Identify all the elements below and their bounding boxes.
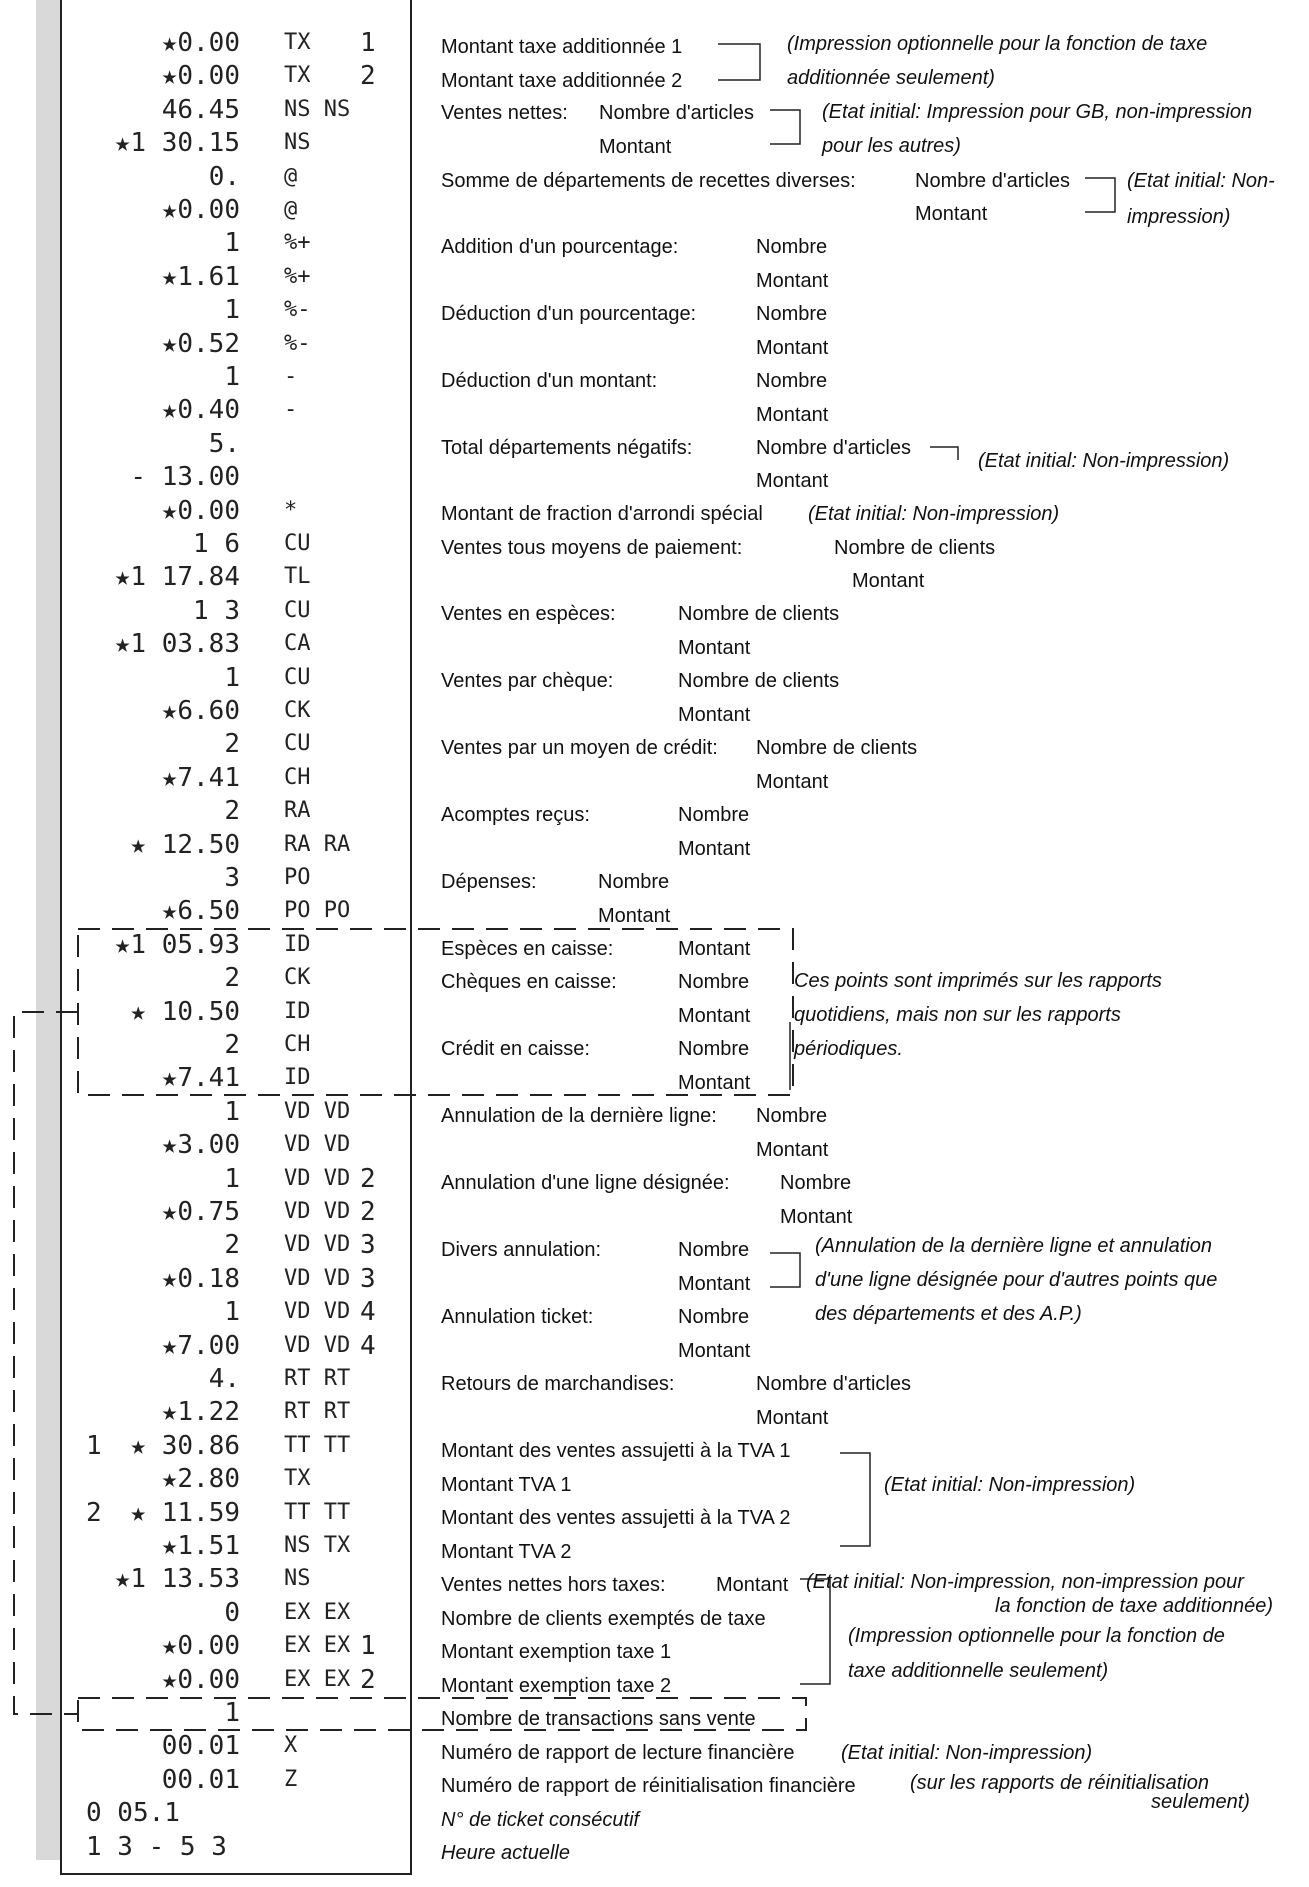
receipt-symbol-index: 4 xyxy=(360,1330,376,1361)
receipt-value: 0 xyxy=(224,1597,240,1628)
receipt-symbol: @ xyxy=(284,163,298,189)
receipt-value: 1 xyxy=(224,1163,240,1194)
desc-net-excl-tax-amount: Montant xyxy=(716,1574,789,1596)
desc-cash-in-drawer-amount: Montant xyxy=(678,938,751,960)
desc-cash-sales-count: Nombre de clients xyxy=(678,603,840,625)
desc-pct-ded-count: Nombre xyxy=(756,303,828,325)
desc-z-report: Numéro de rapport de réinitialisation financière xyxy=(441,1775,856,1797)
dashed-link xyxy=(14,1012,78,1714)
receipt-value: 2 xyxy=(224,729,240,760)
desc-tax-add-2: Montant taxe additionnée 2 xyxy=(441,70,683,92)
receipt-value: 1 xyxy=(224,228,240,259)
receipt-value: ★0.52 xyxy=(161,328,240,359)
desc-drawer-note-1: Ces points sont imprimés sur les rapports xyxy=(794,970,1162,992)
receipt-value: 1 xyxy=(224,362,240,392)
receipt-symbol: NS xyxy=(284,130,311,156)
receipt-symbol: %- xyxy=(284,330,311,356)
desc-cash-sales-amount: Montant xyxy=(678,637,751,659)
desc-tax-add-1: Montant taxe additionnée 1 xyxy=(441,36,683,58)
desc-returns-count: Nombre d'articles xyxy=(756,1373,911,1395)
receipt-symbol: - xyxy=(284,364,298,389)
desc-check-in-drawer-count: Nombre xyxy=(678,971,750,993)
receipt-symbol: VD VD xyxy=(284,1132,351,1158)
desc-amt-ded: Déduction d'un montant: xyxy=(441,370,658,392)
receipt-value: 00.01 xyxy=(161,1764,240,1795)
receipt-value: 2 xyxy=(224,796,240,827)
receipt-value: ★ 12.50 xyxy=(130,829,240,860)
desc-check-sales: Ventes par chèque: xyxy=(441,670,614,692)
receipt-symbol: TX xyxy=(284,1466,311,1492)
receipt-symbol: VD VD xyxy=(284,1299,351,1325)
receipt-symbol: RT RT xyxy=(284,1366,351,1391)
desc-received: Acomptes reçus: xyxy=(441,804,590,826)
receipt-value: ★ 30.86 xyxy=(130,1430,240,1461)
receipt-symbol: VD VD xyxy=(284,1232,351,1258)
receipt-symbol: PO xyxy=(284,865,311,890)
receipt-symbol: CU xyxy=(284,664,311,690)
desc-z-report-note-1: (sur les rapports de réinitialisation xyxy=(910,1772,1210,1794)
desc-returns: Retours de marchandises: xyxy=(441,1373,675,1395)
receipt-symbol-index: 2 xyxy=(360,1664,376,1695)
desc-x-report-note: (Etat initial: Non-impression) xyxy=(841,1742,1093,1764)
receipt-symbol-index: 1 xyxy=(360,28,376,58)
desc-misc-dept-note-2: impression) xyxy=(1127,206,1231,228)
desc-net-sales-amount: Montant xyxy=(599,136,672,158)
receipt-value: 1 xyxy=(224,1698,240,1728)
receipt-symbol-index: 2 xyxy=(360,1163,376,1194)
desc-check-sales-count: Nombre de clients xyxy=(678,670,840,692)
desc-ticket-void-amount: Montant xyxy=(678,1340,751,1362)
desc-ticket-void-count: Nombre xyxy=(678,1306,750,1328)
desc-current-time: Heure actuelle xyxy=(441,1842,570,1864)
receipt-symbol: VD VD xyxy=(284,1265,351,1291)
receipt-symbol: EX EX xyxy=(284,1633,351,1659)
receipt-symbol: %- xyxy=(284,297,311,323)
receipt-value: ★1.51 xyxy=(161,1531,240,1561)
desc-credit-sales: Ventes par un moyen de crédit: xyxy=(441,737,718,759)
receipt-value: ★ 11.59 xyxy=(130,1497,240,1528)
desc-misc-void-count: Nombre xyxy=(678,1239,750,1261)
desc-item-void: Annulation d'une ligne désignée: xyxy=(441,1172,730,1194)
desc-drawer-note-2: quotidiens, mais non sur les rapports xyxy=(794,1004,1121,1026)
receipt-value: 5. xyxy=(208,428,240,459)
bracket-misc-void xyxy=(770,1253,800,1287)
receipt-symbol: PO PO xyxy=(284,898,351,924)
receipt-symbol: Z xyxy=(284,1766,298,1792)
receipt-symbol: EX EX xyxy=(284,1599,351,1625)
receipt-symbol-index: 1 xyxy=(360,1631,376,1662)
receipt-symbol: VD VD xyxy=(284,1199,351,1224)
desc-returns-amount: Montant xyxy=(756,1407,829,1429)
receipt-symbol: VD VD xyxy=(284,1165,351,1191)
desc-amt-ded-count: Nombre xyxy=(756,370,828,392)
desc-check-sales-amount: Montant xyxy=(678,704,751,726)
desc-tax-add-note-2: additionnée seulement) xyxy=(787,67,995,89)
receipt-value: 00.01 xyxy=(161,1731,240,1762)
receipt-value: 2 xyxy=(224,1230,240,1261)
desc-vat-sales-1: Montant des ventes assujetti à la TVA 1 xyxy=(441,1440,791,1462)
receipt-symbol: CK xyxy=(284,965,311,991)
desc-neg-dept-count: Nombre d'articles xyxy=(756,437,911,459)
receipt-symbol: TT TT xyxy=(284,1499,351,1525)
receipt-value: ★6.50 xyxy=(161,896,240,927)
receipt-symbol: - xyxy=(284,397,298,423)
desc-vat-1: Montant TVA 1 xyxy=(441,1474,572,1496)
desc-cash-in-drawer: Espèces en caisse: xyxy=(441,938,614,960)
desc-item-void-count: Nombre xyxy=(780,1172,852,1194)
desc-credit-in-drawer: Crédit en caisse: xyxy=(441,1038,590,1060)
desc-drawer-note-3: périodiques. xyxy=(794,1038,903,1060)
desc-tax-add-note-1: (Impression optionnelle pour la fonction de taxe xyxy=(787,33,1208,55)
desc-rounding: Montant de fraction d'arrondi spécial xyxy=(441,503,763,525)
receipt-value: 1 xyxy=(224,1297,240,1328)
receipt-value: ★1 17.84 xyxy=(114,562,240,593)
receipt-symbol: CU xyxy=(284,531,311,556)
desc-received-amount: Montant xyxy=(678,838,751,860)
bracket-vat xyxy=(840,1453,870,1546)
receipt-value: 1 xyxy=(224,662,240,693)
receipt-symbol: CH xyxy=(284,1032,311,1057)
desc-x-report: Numéro de rapport de lecture financière xyxy=(441,1742,795,1764)
receipt-value: - 13.00 xyxy=(130,462,240,493)
desc-neg-dept-note: (Etat initial: Non-impression) xyxy=(978,450,1230,472)
receipt-value: ★1.61 xyxy=(161,261,240,292)
desc-misc-void-note-1: (Annulation de la dernière ligne et annulation xyxy=(815,1235,1212,1257)
receipt-value: 2 xyxy=(224,963,240,994)
receipt-value: 1 6 xyxy=(193,529,240,559)
receipt-symbol: CU xyxy=(284,597,311,623)
desc-paid-out-count: Nombre xyxy=(598,871,670,893)
receipt-value: ★1 03.83 xyxy=(114,629,240,660)
receipt-value: ★7.00 xyxy=(161,1330,240,1361)
desc-misc-void-note-3: des départements et des A.P.) xyxy=(815,1303,1082,1325)
receipt-symbol: * xyxy=(284,497,298,523)
desc-received-count: Nombre xyxy=(678,804,750,826)
desc-neg-dept-amount: Montant xyxy=(756,470,829,492)
desc-last-void-count: Nombre xyxy=(756,1105,828,1127)
desc-exempt-note-1: (Impression optionnelle pour la fonction de xyxy=(848,1625,1225,1647)
receipt-symbol: %+ xyxy=(284,263,311,289)
receipt-symbol: CA xyxy=(284,631,311,657)
receipt-symbol-index: 3 xyxy=(360,1230,376,1261)
receipt-symbol-index: 2 xyxy=(360,61,376,92)
receipt-value: ★1.22 xyxy=(161,1397,240,1428)
desc-misc-dept-amount: Montant xyxy=(915,203,988,225)
desc-exempt-note-2: taxe additionnelle seulement) xyxy=(848,1660,1109,1682)
receipt-value: 0. xyxy=(208,161,240,192)
desc-all-media-amount: Montant xyxy=(852,570,925,592)
receipt-prefix: 2 xyxy=(86,1497,102,1528)
desc-credit-sales-count: Nombre de clients xyxy=(756,737,918,759)
desc-credit-sales-amount: Montant xyxy=(756,771,829,793)
receipt-value: ★0.00 xyxy=(161,1631,240,1662)
receipt-value: ★2.80 xyxy=(161,1464,240,1495)
desc-net-sales-note-1: (Etat initial: Impression pour GB, non-impression xyxy=(822,101,1253,123)
receipt-value: ★0.00 xyxy=(161,61,240,92)
desc-exempt-1: Montant exemption taxe 1 xyxy=(441,1641,672,1663)
bracket-misc-dept xyxy=(1085,178,1115,212)
desc-paid-out-amount: Montant xyxy=(598,905,671,927)
receipt-value: ★6.60 xyxy=(161,696,240,726)
desc-credit-in-drawer-amount: Montant xyxy=(678,1072,751,1094)
desc-pct-ded: Déduction d'un pourcentage: xyxy=(441,303,697,325)
receipt-value: ★ 10.50 xyxy=(130,996,240,1027)
bracket-exempt xyxy=(800,1579,830,1684)
desc-net-sales: Ventes nettes: xyxy=(441,102,568,124)
receipt-value: ★3.00 xyxy=(161,1130,240,1161)
receipt-symbol: TX xyxy=(284,30,311,55)
receipt-symbol: RT RT xyxy=(284,1399,351,1425)
desc-rounding-note: (Etat initial: Non-impression) xyxy=(808,503,1060,525)
desc-pct-add: Addition d'un pourcentage: xyxy=(441,236,679,258)
receipt-symbol: ID xyxy=(284,931,311,957)
receipt-value: 4. xyxy=(208,1364,240,1394)
desc-vat-sales-2: Montant des ventes assujetti à la TVA 2 xyxy=(441,1507,791,1529)
receipt-symbol: RA xyxy=(284,798,311,824)
receipt-symbol-index: 4 xyxy=(360,1297,376,1328)
desc-misc-dept: Somme de départements de recettes diverses: xyxy=(441,170,856,192)
desc-ticket-void: Annulation ticket: xyxy=(441,1306,594,1328)
desc-misc-dept-note-1: (Etat initial: Non- xyxy=(1127,170,1275,192)
receipt-symbol-index: 3 xyxy=(360,1263,376,1294)
desc-all-media: Ventes tous moyens de paiement: xyxy=(441,537,743,559)
receipt-symbol: VD VD xyxy=(284,1098,351,1124)
receipt-symbol: CU xyxy=(284,731,311,757)
desc-misc-void: Divers annulation: xyxy=(441,1239,602,1261)
receipt-symbol: ID xyxy=(284,1065,311,1091)
bracket-tax-add xyxy=(718,44,760,80)
receipt-prefix: 0 05.1 xyxy=(86,1798,180,1829)
desc-pct-add-count: Nombre xyxy=(756,236,828,258)
receipt-symbol: TT TT xyxy=(284,1432,351,1458)
receipt-value: ★1 13.53 xyxy=(114,1564,240,1595)
desc-vat-2: Montant TVA 2 xyxy=(441,1541,572,1563)
receipt-prefix: 1 3 - 5 3 xyxy=(86,1831,227,1862)
receipt-symbol: %+ xyxy=(284,230,311,256)
desc-all-media-count: Nombre de clients xyxy=(834,537,996,559)
receipt-value: ★0.75 xyxy=(161,1197,240,1227)
desc-cash-sales: Ventes en espèces: xyxy=(441,603,616,625)
desc-last-void-amount: Montant xyxy=(756,1139,829,1161)
receipt-prefix: 1 xyxy=(86,1430,102,1461)
desc-net-excl-tax-note-1: (Etat initial: Non-impression, non-impression pour xyxy=(806,1571,1244,1593)
receipt-value: 2 xyxy=(224,1030,240,1060)
receipt-value: 46.45 xyxy=(161,94,240,125)
receipt-symbol-index: 2 xyxy=(360,1197,376,1227)
desc-exempt-customers: Nombre de clients exemptés de taxe xyxy=(441,1608,766,1630)
receipt-value: 1 xyxy=(224,1096,240,1127)
desc-misc-void-note-2: d'une ligne désignée pour d'autres points que xyxy=(815,1269,1218,1291)
desc-net-sales-note-2: pour les autres) xyxy=(822,135,961,157)
desc-last-void: Annulation de la dernière ligne: xyxy=(441,1105,717,1127)
desc-net-excl-tax-note-2: la fonction de taxe additionnée) xyxy=(995,1595,1273,1617)
desc-item-void-amount: Montant xyxy=(780,1206,853,1228)
receipt-symbol: NS TX xyxy=(284,1533,351,1558)
desc-check-in-drawer-amount: Montant xyxy=(678,1005,751,1027)
receipt-value: 1 3 xyxy=(193,595,240,626)
receipt-value: ★0.40 xyxy=(161,395,240,426)
receipt-value: ★1 30.15 xyxy=(114,128,240,159)
receipt-symbol: VD VD xyxy=(284,1332,351,1358)
bracket-neg-dept xyxy=(930,447,958,460)
receipt-value: ★1 05.93 xyxy=(114,929,240,960)
receipt-value: ★0.18 xyxy=(161,1263,240,1294)
desc-check-in-drawer: Chèques en caisse: xyxy=(441,971,617,993)
receipt-value: ★0.00 xyxy=(161,195,240,225)
desc-net-sales-count: Nombre d'articles xyxy=(599,102,754,124)
receipt-symbol: TL xyxy=(284,564,311,590)
desc-no-sale: Nombre de transactions sans vente xyxy=(441,1708,756,1730)
desc-vat-note: (Etat initial: Non-impression) xyxy=(884,1474,1136,1496)
receipt-symbol: X xyxy=(284,1733,298,1759)
desc-neg-dept: Total départements négatifs: xyxy=(441,437,693,459)
receipt-symbol: ID xyxy=(284,998,311,1024)
receipt-symbol: EX EX xyxy=(284,1666,351,1692)
desc-misc-void-amount: Montant xyxy=(678,1273,751,1295)
receipt-value: ★0.00 xyxy=(161,495,240,526)
desc-amt-ded-amount: Montant xyxy=(756,404,829,426)
receipt-symbol: RA RA xyxy=(284,831,351,857)
desc-net-excl-tax: Ventes nettes hors taxes: xyxy=(441,1574,666,1596)
receipt-value: ★0.00 xyxy=(161,1664,240,1695)
receipt-value: ★0.00 xyxy=(161,28,240,58)
receipt-symbol: CK xyxy=(284,698,311,723)
desc-paid-out: Dépenses: xyxy=(441,871,537,893)
desc-z-report-note-2: seulement) xyxy=(1151,1791,1250,1813)
desc-consecutive-no: N° de ticket consécutif xyxy=(441,1809,640,1831)
receipt-value: 1 xyxy=(224,295,240,326)
desc-exempt-2: Montant exemption taxe 2 xyxy=(441,1675,672,1697)
receipt-symbol: CH xyxy=(284,764,311,790)
receipt-value: ★7.41 xyxy=(161,762,240,793)
bracket-net-sales xyxy=(770,110,800,144)
receipt-symbol: NS xyxy=(284,1566,311,1592)
receipt-symbol: @ xyxy=(284,197,298,222)
desc-misc-dept-count: Nombre d'articles xyxy=(915,170,1070,192)
receipt-value: 3 xyxy=(224,863,240,893)
receipt-symbol: TX xyxy=(284,63,311,89)
receipt-symbol: NS NS xyxy=(284,96,351,122)
desc-pct-ded-amount: Montant xyxy=(756,337,829,359)
desc-pct-add-amount: Montant xyxy=(756,270,829,292)
desc-credit-in-drawer-count: Nombre xyxy=(678,1038,750,1060)
receipt-value: ★7.41 xyxy=(161,1063,240,1094)
